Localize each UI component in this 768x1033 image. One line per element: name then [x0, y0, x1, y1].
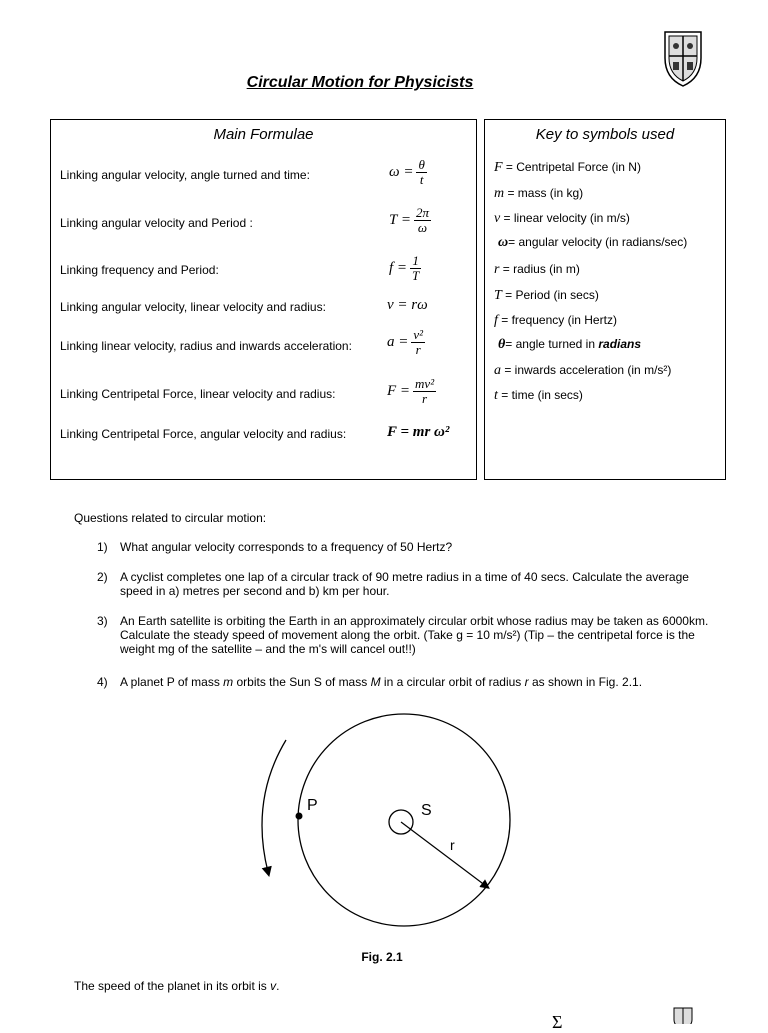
figure-caption-text: Fig. 2.1 — [361, 950, 403, 964]
key-symbol: t — [494, 388, 498, 403]
formula-lhs: ω = — [389, 164, 414, 180]
formula-numerator: v² — [413, 327, 424, 342]
speed-symbol: v — [270, 979, 277, 993]
key-item — [494, 186, 583, 202]
key-emphasis: radians — [598, 337, 642, 351]
key-symbol: F — [494, 160, 503, 175]
speed-end: . — [276, 979, 280, 993]
key-symbol: T — [494, 288, 502, 303]
formula-equation — [387, 377, 436, 406]
formula-numerator: mv² — [415, 376, 435, 391]
key-description: = Centripetal Force (in N) — [502, 160, 641, 174]
speed-text: The speed of the planet in its orbit is — [74, 979, 271, 993]
question-segment: A planet P of mass — [120, 675, 224, 689]
key-item — [494, 262, 580, 278]
question-text: What angular velocity corresponds to a frequency of 50 Hertz? — [120, 540, 453, 554]
key-description: = linear velocity (in m/s) — [500, 211, 630, 225]
key-item — [494, 288, 599, 304]
formula-numerator: θ — [418, 157, 425, 172]
question-variable: m — [223, 675, 234, 689]
question-variable: M — [370, 675, 381, 689]
key-description: = Period (in secs) — [501, 288, 599, 302]
formula-label: Linking frequency and Period: — [60, 263, 219, 277]
key-symbol: f — [494, 313, 498, 328]
question-text: An Earth satellite is orbiting the Earth in an approximately circular orbit whose radius may be taken as 6000km. Calculate the steady speed of movement along the orbit. (Take g = 10 m/s²) (Tip – the centripetal force is the weight mg of the satellite – and the m's will cancel out!!) — [120, 614, 709, 656]
key-symbol: θ — [498, 337, 506, 352]
formula-denominator: t — [419, 172, 424, 187]
formula-equation — [389, 206, 431, 235]
figure-caption — [0, 950, 768, 964]
key-description: = angular velocity (in radians/sec) — [508, 235, 688, 249]
question-number: 3) — [97, 614, 108, 628]
formula-equation: F = mr ω² — [387, 424, 450, 440]
formula-label: Linking Centripetal Force, linear velocity and radius: — [60, 387, 336, 401]
formula-lhs: T = — [389, 212, 411, 228]
questions-intro: Questions related to circular motion: — [74, 511, 267, 525]
formula-numerator: 2π — [415, 205, 429, 220]
sun-label: S — [421, 802, 432, 819]
main-formulae-box — [50, 119, 477, 480]
key-symbol: m — [494, 186, 505, 201]
key-symbol: v — [494, 211, 501, 226]
sigma-symbol: Σ — [552, 1012, 563, 1032]
key-description: = time (in secs) — [497, 388, 583, 402]
question-number: 2) — [97, 570, 108, 584]
question-number: 1) — [97, 540, 108, 554]
question-segment: in a circular orbit of radius — [380, 675, 525, 689]
key-symbol: r — [494, 262, 500, 277]
radius-line — [401, 822, 486, 886]
key-heading: Key to symbols used — [535, 126, 675, 143]
formula-denominator: ω — [417, 220, 428, 235]
planet-label: P — [307, 797, 318, 814]
orbit-diagram — [240, 700, 530, 940]
question-text — [120, 675, 720, 689]
key-symbol: a — [494, 363, 501, 378]
formula-label: Linking angular velocity, linear velocity and radius: — [60, 300, 326, 314]
key-item — [498, 337, 641, 353]
formula-lhs: a = — [387, 334, 409, 350]
formula-denominator: r — [415, 342, 421, 357]
formula-denominator: T — [412, 268, 420, 283]
key-description: = angle turned in — [505, 337, 599, 351]
key-symbols-box — [484, 119, 726, 480]
question-number: 4) — [97, 675, 108, 689]
key-description: = radius (in m) — [499, 262, 580, 276]
school-crest-logo-small — [672, 1006, 694, 1024]
key-item — [494, 160, 641, 176]
direction-arrow — [262, 740, 286, 872]
key-description: = mass (in kg) — [504, 186, 584, 200]
formulae-heading: Main Formulae — [213, 126, 314, 143]
formula-label: Linking angular velocity, angle turned and time: — [60, 168, 310, 182]
formula-lhs: F = — [387, 383, 411, 399]
key-item — [494, 313, 617, 329]
question-segment: orbits the Sun S of mass — [233, 675, 371, 689]
key-description: = frequency (in Hertz) — [497, 313, 617, 327]
formula-label: Linking Centripetal Force, angular velocity and radius: — [60, 427, 347, 441]
formula-equation — [389, 158, 427, 187]
formula-lhs: f = — [389, 260, 408, 276]
formula-numerator: 1 — [412, 253, 419, 268]
formula-label: Linking angular velocity and Period : — [60, 216, 253, 230]
key-item — [494, 388, 583, 404]
page-title: Circular Motion for Physicists — [246, 74, 474, 91]
formula-equation — [387, 328, 425, 357]
formula-equation: v = rω — [387, 297, 428, 313]
formula-denominator: r — [422, 391, 428, 406]
radius-label: r — [450, 837, 455, 853]
key-description: = inwards acceleration (in m/s²) — [501, 363, 672, 377]
question-text: A cyclist completes one lap of a circular track of 90 metre radius in a time of 40 secs. Calculate the average speed in a) metres per second and b) km per hour. — [120, 570, 689, 598]
key-item — [498, 235, 687, 251]
speed-statement — [74, 979, 279, 993]
key-item — [494, 363, 671, 379]
planet-dot — [296, 813, 303, 820]
school-crest-logo — [662, 28, 704, 88]
formula-equation — [389, 254, 421, 283]
question-segment: as shown in Fig. 2.1. — [528, 675, 643, 689]
question-variable: r — [524, 675, 529, 689]
key-item — [494, 211, 630, 227]
key-symbol: ω — [498, 235, 509, 250]
formula-label: Linking linear velocity, radius and inwards acceleration: — [60, 339, 352, 353]
orbit-circle — [298, 714, 510, 926]
